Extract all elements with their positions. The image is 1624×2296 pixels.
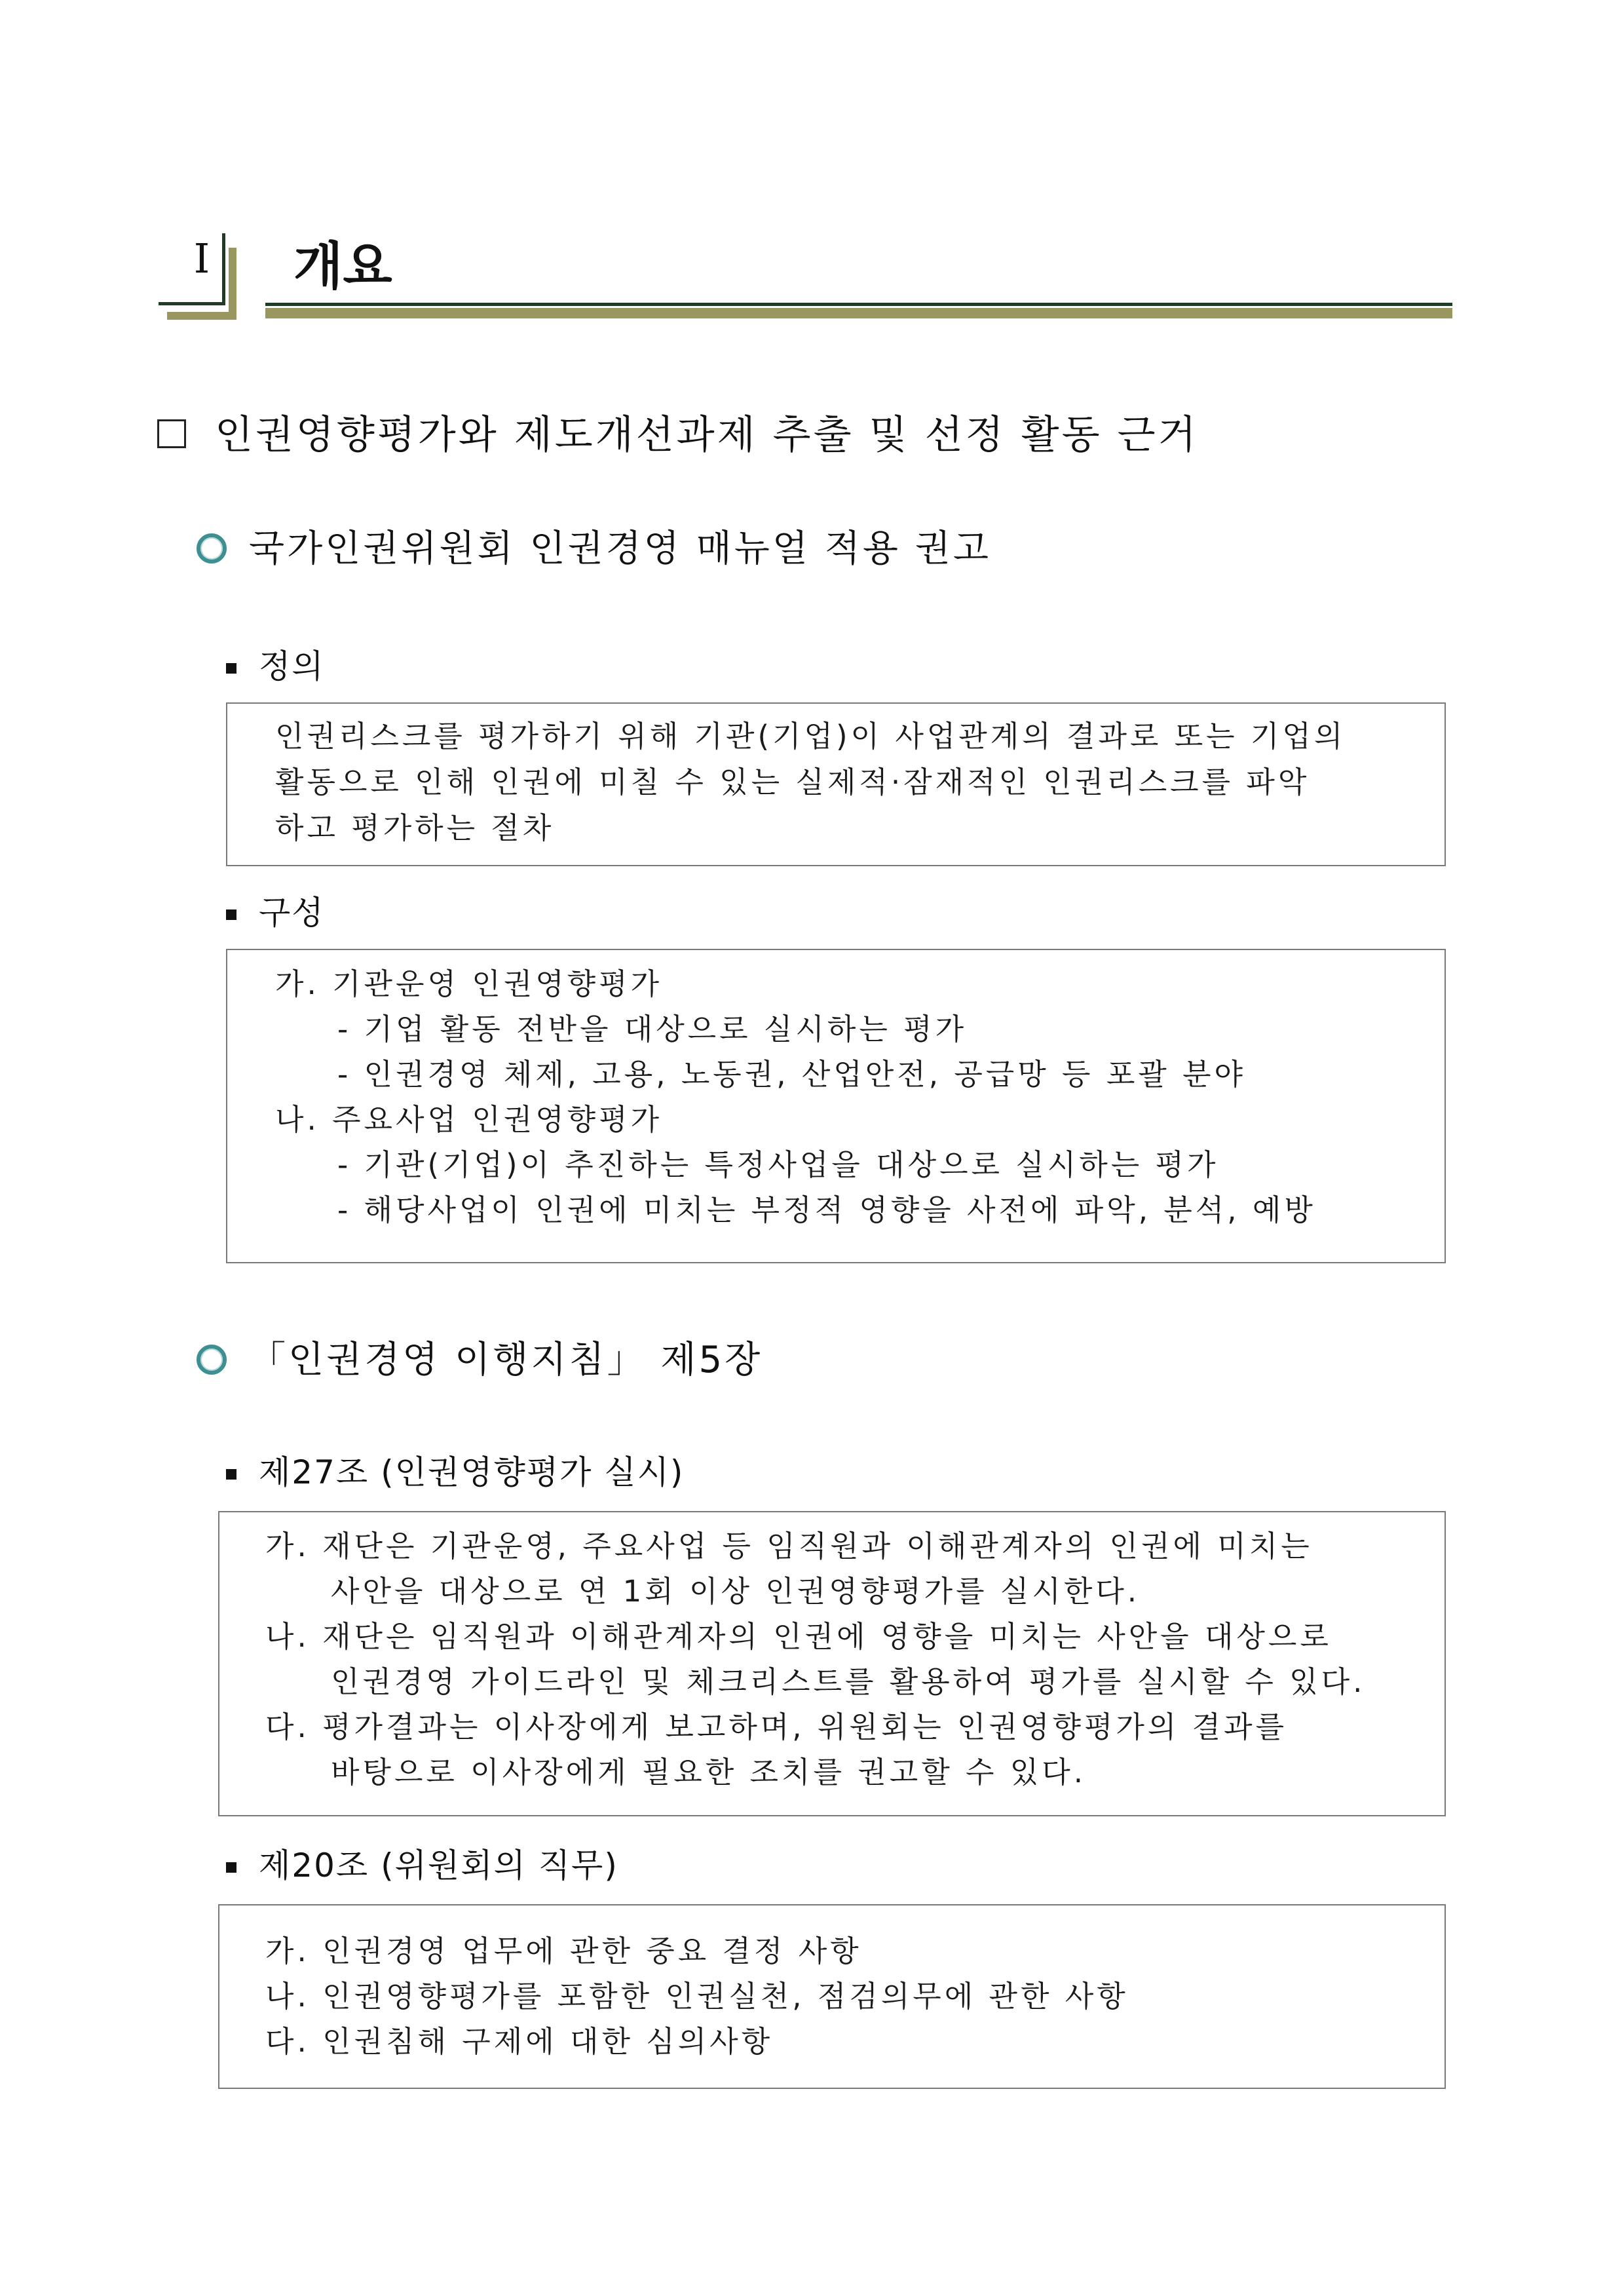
definition-heading: 정의 xyxy=(259,647,325,685)
article-27-heading: 제27조 (인권영향평가 실시) xyxy=(259,1453,685,1491)
square-bullet-icon xyxy=(226,1469,236,1480)
article-27-line-2: 사안을 대상으로 연 1회 이상 인권영향평가를 실시한다. xyxy=(331,1574,1141,1609)
definition-line-2: 활동으로 인해 인권에 미칠 수 있는 실제적·잠재적인 인권리스크를 파악 xyxy=(275,765,1310,799)
section-title: 인권영향평가와 제도개선과제 추출 및 선정 활동 근거 xyxy=(215,412,1199,458)
chapter-number: I xyxy=(193,235,210,282)
square-bullet-icon xyxy=(226,663,236,674)
checkbox-square-icon xyxy=(157,419,186,448)
composition-heading: 구성 xyxy=(259,894,325,932)
square-bullet-icon xyxy=(226,1862,236,1873)
composition-line-2: - 기업 활동 전반을 대상으로 실시하는 평가 xyxy=(337,1012,968,1046)
definition-box xyxy=(226,702,1446,866)
article-27-line-3: 나. 재단은 임직원과 이해관계자의 인권에 영향을 미치는 사안을 대상으로 xyxy=(265,1619,1332,1654)
definition-line-3: 하고 평가하는 절차 xyxy=(275,811,555,845)
composition-line-3: - 인권경영 체제, 고용, 노동권, 산업안전, 공급망 등 포괄 분야 xyxy=(337,1057,1247,1092)
composition-line-4: 나. 주요사업 인권영향평가 xyxy=(275,1102,663,1137)
composition-line-1: 가. 기관운영 인권영향평가 xyxy=(275,966,663,1001)
article-27-line-4: 인권경영 가이드라인 및 체크리스트를 활용하여 평가를 실시할 수 있다. xyxy=(331,1664,1366,1699)
composition-line-5: - 기관(기업)이 추진하는 특정사업을 대상으로 실시하는 평가 xyxy=(337,1147,1219,1182)
article-27-box xyxy=(218,1511,1446,1816)
article-20-box xyxy=(218,1904,1446,2089)
article-20-line-1: 가. 인권경영 업무에 관한 중요 결정 사항 xyxy=(265,1934,862,1968)
chapter-rule-shadow xyxy=(265,308,1452,318)
article-27-line-5: 다. 평가결과는 이사장에게 보고하며, 위원회는 인권영향평가의 결과를 xyxy=(265,1710,1288,1744)
composition-line-6: - 해당사업이 인권에 미치는 부정적 영향을 사전에 파악, 분석, 예방 xyxy=(337,1193,1316,1227)
chapter-title: 개요 xyxy=(293,237,392,296)
sub-title-2: 「인권경영 이행지침」 제5장 xyxy=(249,1339,763,1381)
article-20-heading: 제20조 (위원회의 직무) xyxy=(259,1846,618,1885)
chapter-rule xyxy=(265,303,1452,306)
article-27-line-1: 가. 재단은 기관운영, 주요사업 등 임직원과 이해관계자의 인권에 미치는 xyxy=(265,1529,1313,1563)
article-20-line-2: 나. 인권영향평가를 포함한 인권실천, 점검의무에 관한 사항 xyxy=(265,1979,1129,2014)
definition-line-1: 인권리스크를 평가하기 위해 기관(기업)이 사업관계의 결과로 또는 기업의 xyxy=(275,719,1346,754)
article-20-line-3: 다. 인권침해 구제에 대한 심의사항 xyxy=(265,2024,774,2059)
circle-bullet-icon xyxy=(197,533,227,564)
square-bullet-icon xyxy=(226,909,236,920)
sub-title-1: 국가인권위원회 인권경영 매뉴얼 적용 권고 xyxy=(249,527,991,570)
composition-box xyxy=(226,949,1446,1263)
circle-bullet-icon xyxy=(197,1345,227,1375)
article-27-line-6: 바탕으로 이사장에게 필요한 조치를 권고할 수 있다. xyxy=(331,1755,1087,1789)
